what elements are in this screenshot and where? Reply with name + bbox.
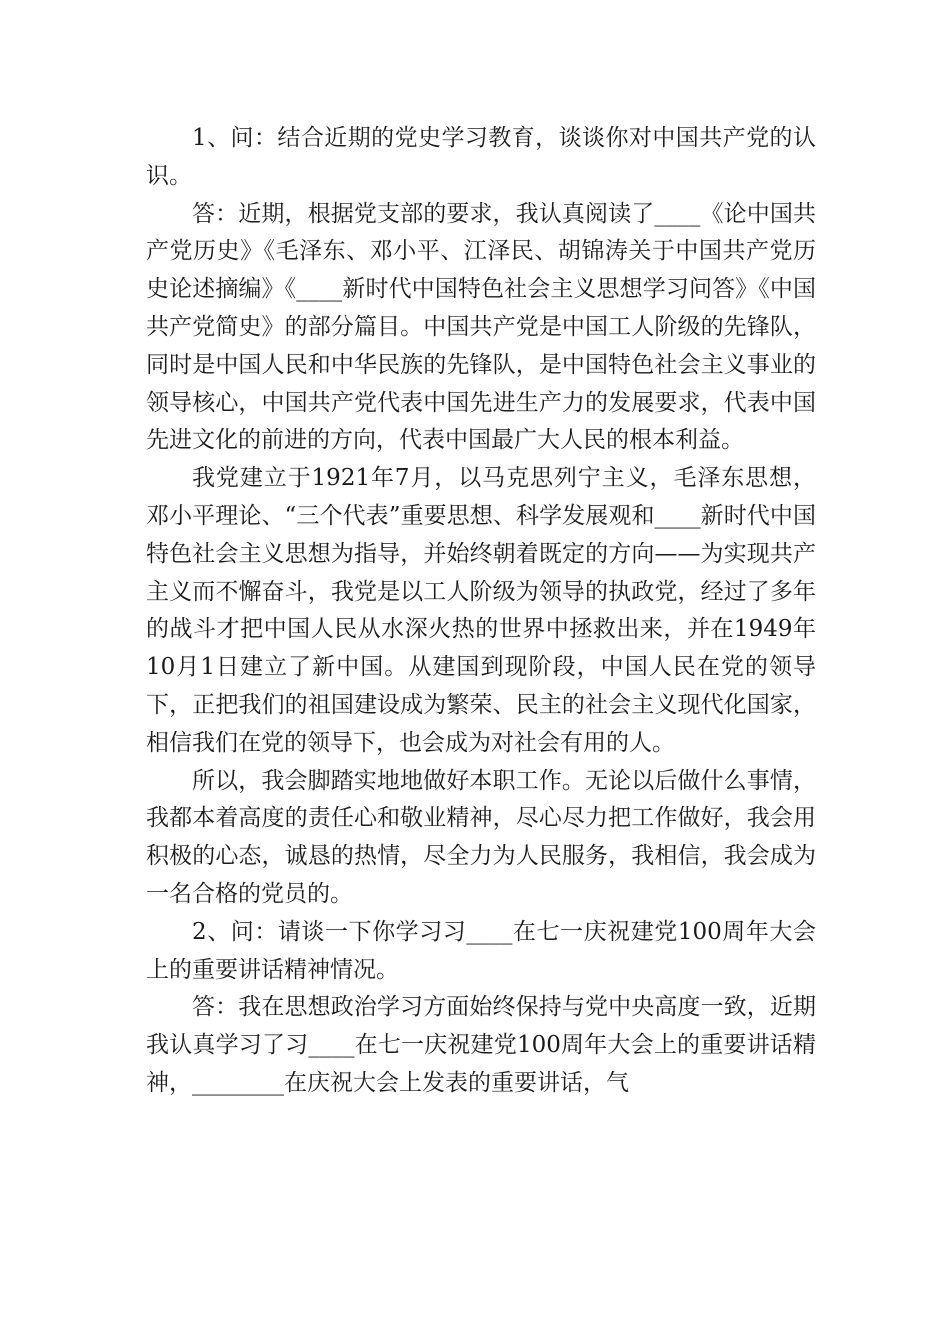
question-2: 2、问：请谈一下你学习习____在七一庆祝建党100周年大会上的重要讲话精神情况。: [146, 918, 816, 983]
question-1: 1、问：结合近期的党史学习教育，谈谈你对中国共产党的认识。: [146, 125, 816, 189]
answer-1-paragraph-2: 我党建立于1921年7月，以马克思列宁主义，毛泽东思想，邓小平理论、“三个代表”重要思想、科学发展观和____新时代中国特色社会主义思想为指导，并始终朝着既定的方向——为实现共产主义而不懈奋斗，我党是以工人阶级为领导的执政党，经过了多年的战斗才把中国人民从水深火热的世界中拯救出来，并在1949年10月1日建立了新中国。从建国到现阶段，中国人民在党的领导下，正把我们的祖国建设成为繁荣、民主的社会主义现代化国家，相信我们在党的领导下，也会成为对社会有用的人。: [146, 465, 816, 756]
answer-1-paragraph-3: 所以，我会脚踏实地地做好本职工作。无论以后做什么事情，我都本着高度的责任心和敬业精神，尽心尽力把工作做好，我会用积极的心态，诚恳的热情，尽全力为人民服务，我相信，我会成为一名合格的党员的。: [146, 767, 816, 907]
document-body: [146, 120, 816, 1103]
answer-1-paragraph-1: 答：近期，根据党支部的要求，我认真阅读了____《论中国共产党历史》《毛泽东、邓小平、江泽民、胡锦涛关于中国共产党历史论述摘编》《____新时代中国特色社会主义思想学习问答》《中国共产党简史》的部分篇目。中国共产党是中国工人阶级的先锋队，同时是中国人民和中华民族的先锋队，是中国特色社会主义事业的领导核心，中国共产党代表中国先进生产力的发展要求，代表中国先进文化的前进的方向，代表中国最广大人民的根本利益。: [146, 200, 816, 454]
answer-2-paragraph-1: 答：我在思想政治学习方面始终保持与党中央高度一致，近期我认真学习了习____在七一庆祝建党100周年大会上的重要讲话精神，________在庆祝大会上发表的重要讲话，气: [146, 994, 816, 1096]
